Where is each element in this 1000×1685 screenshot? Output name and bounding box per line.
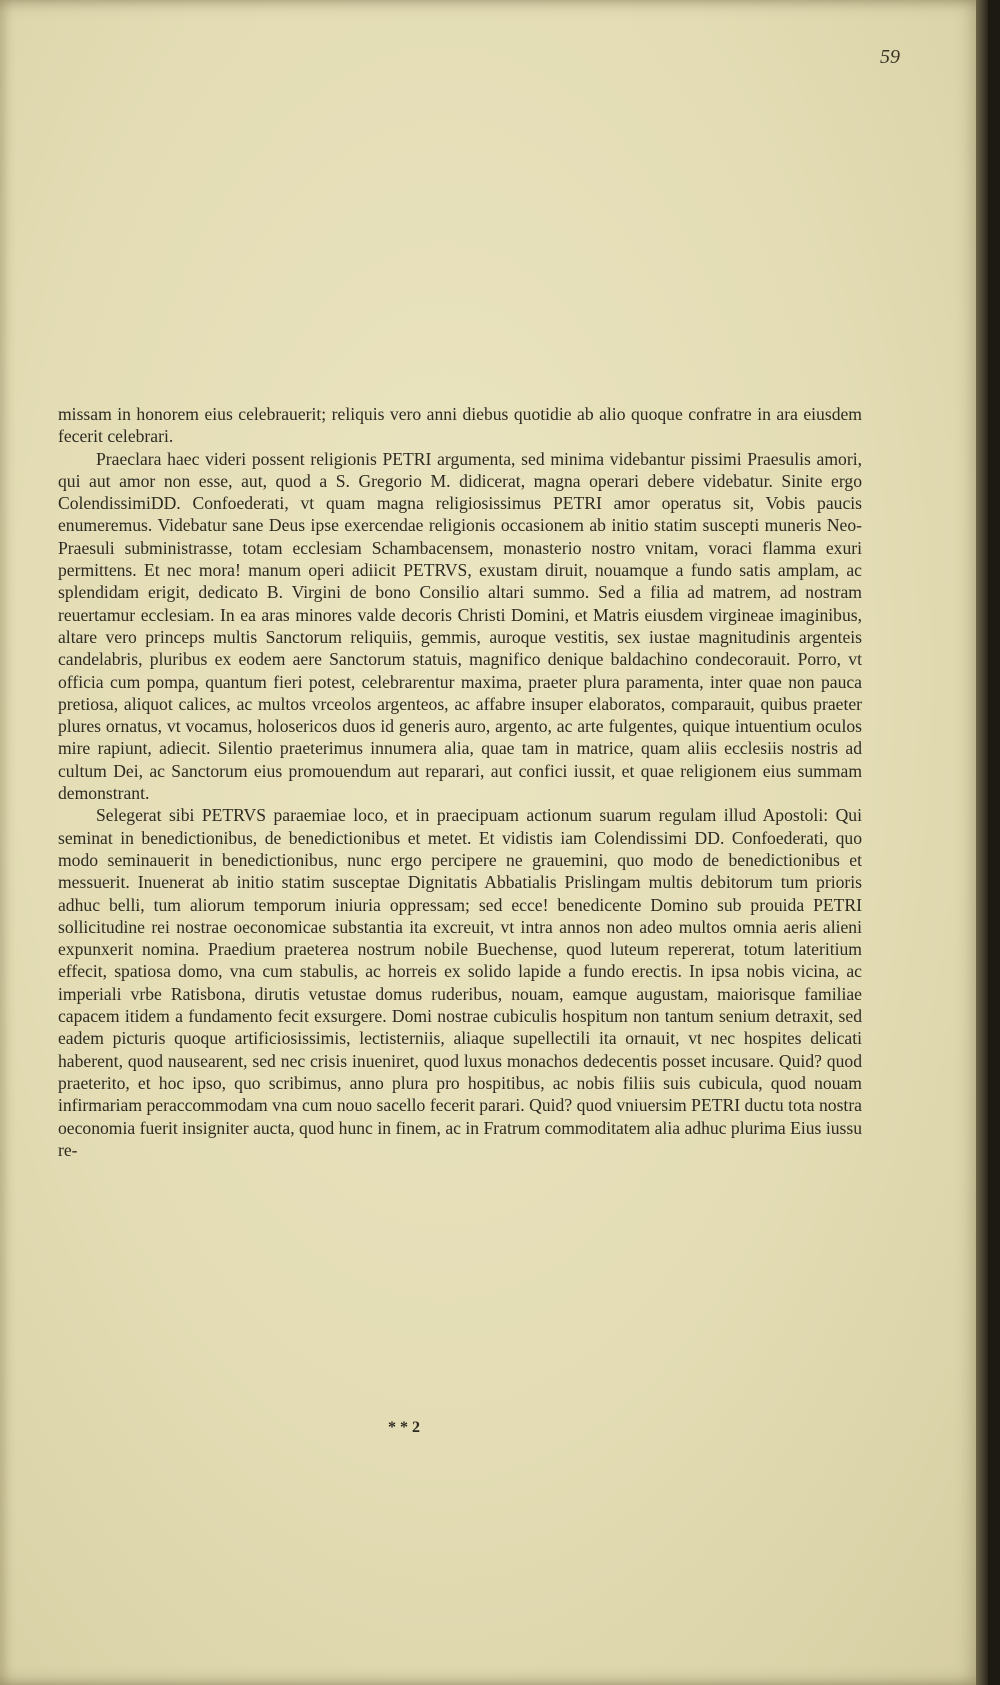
page-number: 59 [880,46,900,68]
body-text [58,403,862,1161]
paragraph-2: Praeclara haec videri possent religionis PETRI argumenta, sed minima videbantur pissimi Praesulis amori, qui aut amor non esse, aut, quod a S. Gregorio M. didicerat, magna operari debere videbatur. Sinite ergo ColendissimiDD. Confoederati, vt quam magna religiosissimus PETRI amor operatus sit, Vobis paucis enumeremus. Videbatur sane Deus ipse exercendae religionis occasionem ab initio statim suscepti muneris Neo-Praesuli subministrasse, totam ecclesiam Schambacensem, monasterio nostro vnitam, voraci flamma exuri permittens. Et nec mora! manum operi adiicit PETRVS, exustam diruit, nouamque a fundo satis amplam, ac splendidam erigit, dedicato B. Virgini de bono Consilio altari summo. Sed a filia ad matrem, ad nostram reuertamur ecclesiam. In ea aras minores valde decoris Christi Domini, et Matris eiusdem virgineae imaginibus, altare vero princeps multis Sanctorum reliquiis, gemmis, auroque vestitis, sex iustae magnitudinis argenteis candelabris, pluribus ex eodem aere Sanctorum statuis, magnifico denique baldachino condecorauit. Porro, vt officia cum pompa, quantum fieri potest, celebrarentur maxima, praeter plura paramenta, inter quae non pauca pretiosa, aliquot calices, ac multos vrceolos argenteos, ac affabre insuper elaboratos, comparauit, quibus praeter plures ornatus, vt vocamus, holosericos duos id generis auro, argento, ac arte fulgentes, quique intuentium oculos mire rapiunt, adiecit. Silentio praeterimus innumera alia, quae tam in matrice, quam aliis ecclesiis nostris ad cultum Dei, ac Sanctorum eius promouendum aut reparari, aut confici iussit, et quae religionem eius summam demonstrant. [58,448,862,804]
signature-mark: * * 2 [388,1419,420,1436]
page-edge-shadow [976,0,988,1685]
paragraph-1: missam in honorem eius celebrauerit; reliquis vero anni diebus quotidie ab alio quoque confratre in ara eiusdem fecerit celebrari. [58,404,862,447]
paragraph-3: Selegerat sibi PETRVS paraemiae loco, et in praecipuam actionum suarum regulam illud Apostoli: Qui seminat in benedictionibus, de benedictionibus et metet. Et vidistis iam Colendissimi DD. Confoederati, quo modo seminauerit in benedictionibus, nunc ergo percipere ne grauemini, quo modo de benedictionibus et messuerit. Inuenerat ab initio statim susceptae Dignitatis Abbatialis Prislingam multis debitorum tum prioris adhuc belli, tum aliorum temporum iniuria oppressam; sed ecce! benedicente Domino sub prouida PETRI sollicitudine rei nostrae oeconomicae substantia ita excreuit, vt intra annos non adeo multos omnia aeris alieni expunxerit nomina. Praedium praeterea nostrum nobile Buechense, quod luteum repererat, totum lateritium effecit, spatiosa domo, vna cum stabulis, ac horreis ex solido lapide a fundo erectis. In ipsa nobis vicina, ac imperiali vrbe Ratisbona, dirutis vetustae domus ruderibus, nouam, eamque augustam, maiorisque familiae capacem itidem a fundamento fecit exsurgere. Domi nostrae cubiculis hospitum non tantum senium detraxit, sed eadem picturis quoque artificiosissimis, lectisterniis, aliaque supellectili ita ornauit, vt nec hospites delicati haberent, quod nausearent, sed nec crisis inueniret, quod luxus monachos dedecentis posset incusare. Quid? quod praeterito, et hoc ipso, quo scribimus, anno plura pro hospitibus, ac nobis filiis suis cubicula, quod nouam infirmariam peraccommodam vna cum nouo sacello fecerit parari. Quid? quod vniuersim PETRI ductu tota nostra oeconomia fuerit insigniter aucta, quod hunc in finem, ac in Fratrum commoditatem alia adhuc plurima Eius iussu re- [58,805,862,1160]
